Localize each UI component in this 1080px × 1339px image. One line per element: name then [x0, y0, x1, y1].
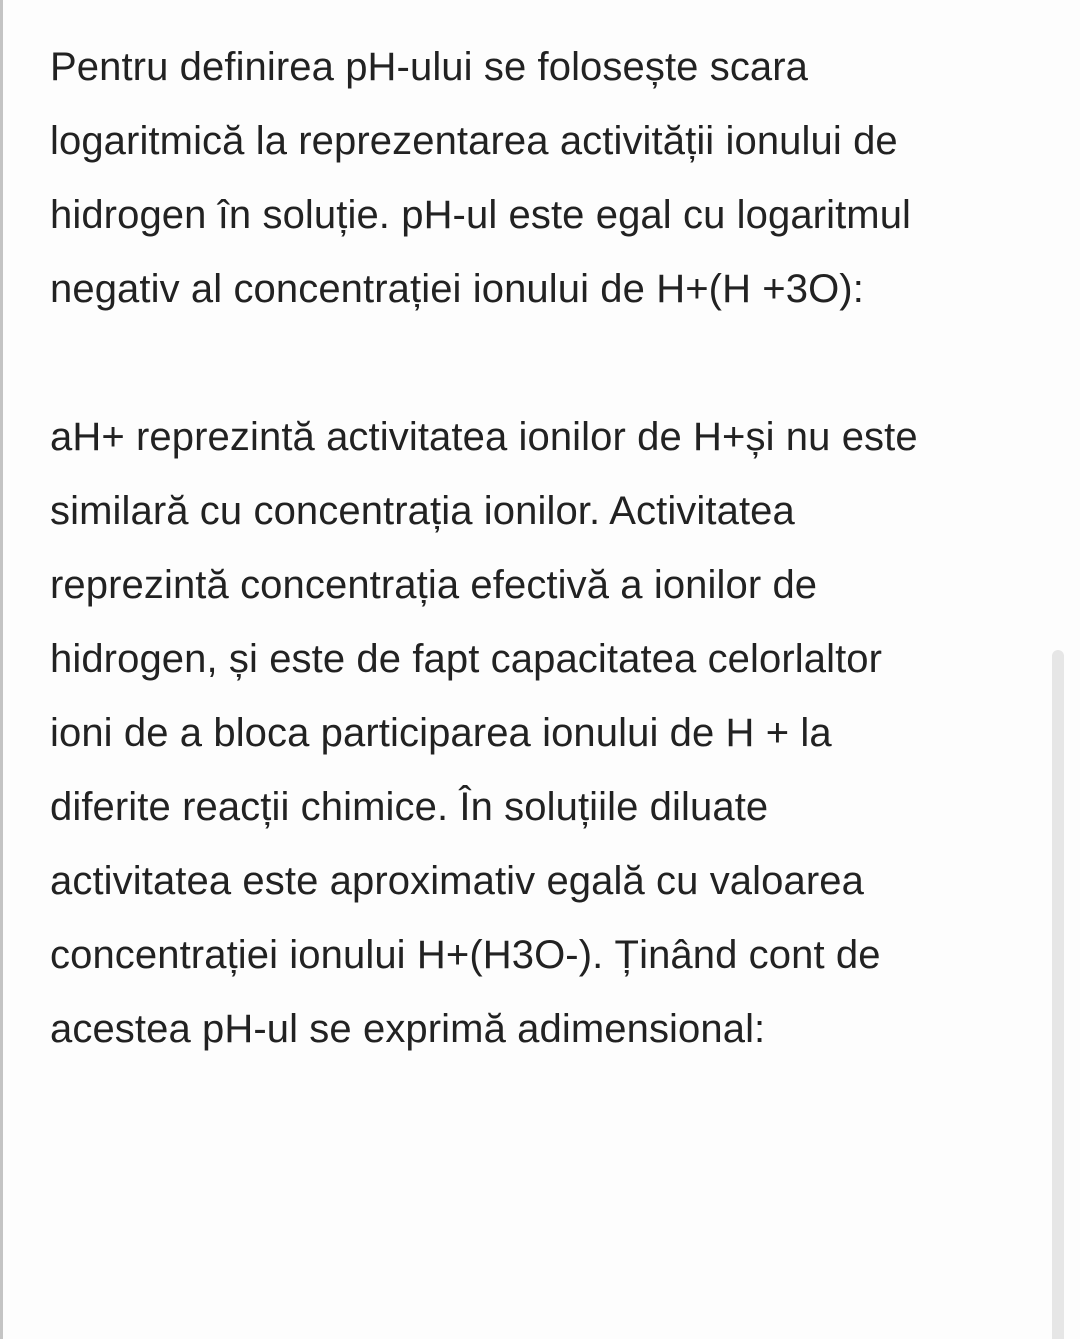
text-line: negativ al concentrației ionului de H+(H +3O):	[50, 267, 864, 311]
text-line: similară cu concentrația ionilor. Activitatea	[50, 489, 795, 533]
text-line: hidrogen, și este de fapt capacitatea celorlaltor	[50, 637, 883, 681]
left-border	[0, 0, 3, 1339]
text-line: diferite reacții chimice. În soluțiile diluate	[50, 785, 769, 829]
text-line: acestea pH-ul se exprimă adimensional:	[50, 1007, 766, 1051]
scrollbar[interactable]	[1052, 650, 1064, 1339]
text-line: aH+ reprezintă activitatea ionilor de H+și nu este	[50, 415, 918, 459]
text-line: hidrogen în soluție. pH-ul este egal cu logaritmul	[50, 193, 912, 237]
text-line: Pentru definirea pH-ului se folosește scara	[50, 45, 809, 89]
text-line: concentrației ionului H+(H3O-). Ținând cont de	[50, 933, 881, 977]
paragraph-activity	[50, 400, 1050, 1066]
text-line: reprezintă concentrația efectivă a ionilor de	[50, 563, 818, 607]
text-line: ioni de a bloca participarea ionului de H + la	[50, 711, 832, 755]
text-line: logaritmică la reprezentarea activității ionului de	[50, 119, 898, 163]
text-line: activitatea este aproximativ egală cu valoarea	[50, 859, 864, 903]
paragraph-ph-definition	[50, 30, 1050, 326]
